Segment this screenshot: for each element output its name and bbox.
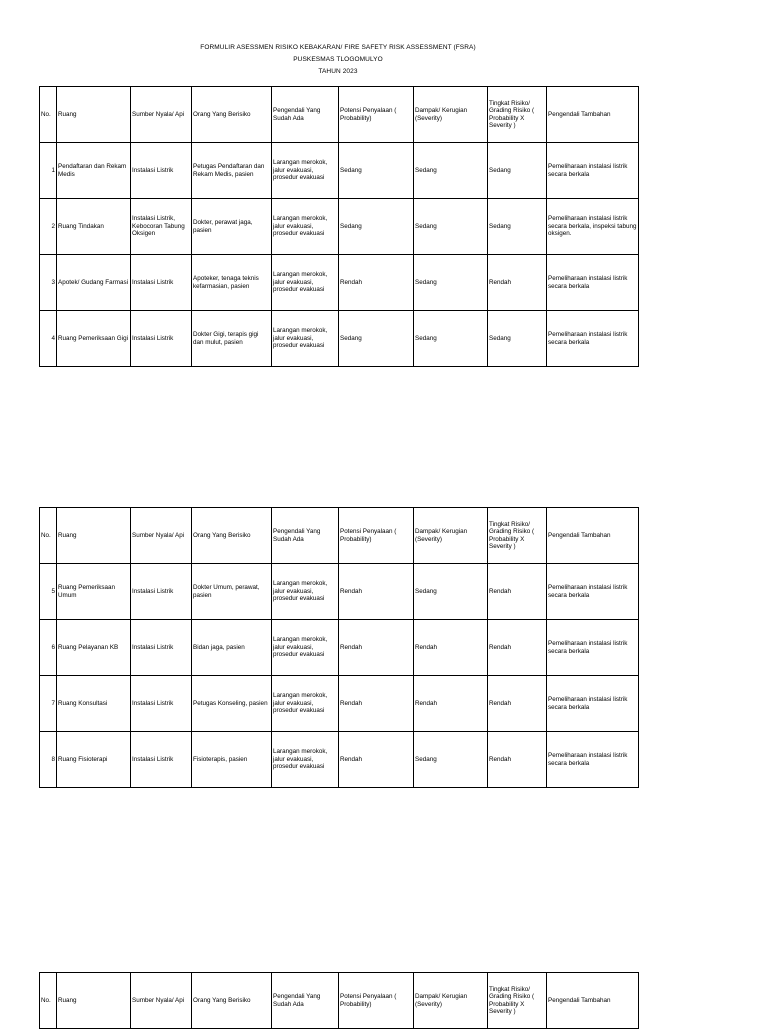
cell-dampak: Rendah (414, 620, 488, 676)
cell-tingkat: Rendah (488, 620, 547, 676)
header-orang: Orang Yang Berisiko (192, 87, 272, 143)
cell-tingkat: Rendah (488, 676, 547, 732)
table-row (40, 676, 639, 732)
cell-sumber: Instalasi Listrik (131, 255, 192, 311)
cell-ruang: Ruang Pemeriksaan Umum (57, 564, 131, 620)
header-pengendali: Pengendali Yang Sudah Ada (272, 508, 339, 564)
header-tambahan: Pengendali Tambahan (547, 973, 639, 1029)
cell-orang: Dokter Gigi, terapis gigi dan mulut, pasien (192, 311, 272, 367)
header-ruang: Ruang (57, 973, 131, 1029)
cell-potensi: Rendah (339, 620, 414, 676)
cell-no: 2 (40, 199, 57, 255)
header-tingkat: Tingkat Risiko/ Grading Risiko ( Probability X Severity ) (488, 87, 547, 143)
cell-tambahan: Pemeliharaan instalasi listrik secara berkala, inspeksi tabung oksigen. (547, 199, 639, 255)
header-ruang: Ruang (57, 508, 131, 564)
cell-tambahan: Pemeliharaan instalasi listrik secara berkala (547, 311, 639, 367)
cell-dampak: Sedang (414, 564, 488, 620)
cell-potensi: Sedang (339, 199, 414, 255)
cell-potensi: Rendah (339, 732, 414, 788)
header-pengendali: Pengendali Yang Sudah Ada (272, 973, 339, 1029)
cell-ruang: Ruang Tindakan (57, 199, 131, 255)
cell-dampak: Sedang (414, 143, 488, 199)
cell-pengendali: Larangan merokok, jalur evakuasi, prosedur evakuasi (272, 620, 339, 676)
cell-dampak: Rendah (414, 676, 488, 732)
cell-dampak: Sedang (414, 732, 488, 788)
cell-pengendali: Larangan merokok, jalur evakuasi, prosedur evakuasi (272, 255, 339, 311)
cell-no: 6 (40, 620, 57, 676)
table-row (40, 311, 639, 367)
cell-pengendali: Larangan merokok, jalur evakuasi, prosedur evakuasi (272, 564, 339, 620)
cell-orang: Fisioterapis, pasien (192, 732, 272, 788)
cell-sumber: Instalasi Listrik (131, 676, 192, 732)
title-line-3: TAHUN 2023 (318, 68, 358, 75)
cell-orang: Dokter, perawat jaga, pasien (192, 199, 272, 255)
cell-ruang: Ruang Fisioterapi (57, 732, 131, 788)
table-row (40, 199, 639, 255)
header-no: No. (40, 87, 57, 143)
title-line-1: FORMULIR ASESSMEN RISIKO KEBAKARAN/ FIRE SAFETY RISK ASSESSMENT (FSRA) (200, 44, 476, 51)
cell-pengendali: Larangan merokok, jalur evakuasi, prosedur evakuasi (272, 676, 339, 732)
cell-tingkat: Rendah (488, 732, 547, 788)
header-sumber: Sumber Nyala/ Api (131, 973, 192, 1029)
table-row (40, 143, 639, 199)
cell-orang: Petugas Konseling, pasien (192, 676, 272, 732)
cell-tingkat: Sedang (488, 311, 547, 367)
cell-pengendali: Larangan merokok, jalur evakuasi, prosedur evakuasi (272, 732, 339, 788)
header-tambahan: Pengendali Tambahan (547, 87, 639, 143)
header-orang: Orang Yang Berisiko (192, 508, 272, 564)
cell-orang: Dokter Umum, perawat, pasien (192, 564, 272, 620)
cell-no: 8 (40, 732, 57, 788)
cell-no: 5 (40, 564, 57, 620)
table-row (40, 620, 639, 676)
header-potensi: Potensi Penyalaan ( Probability) (339, 973, 414, 1029)
header-dampak: Dampak/ Kerugian (Severity) (414, 508, 488, 564)
cell-potensi: Rendah (339, 676, 414, 732)
cell-no: 1 (40, 143, 57, 199)
header-pengendali: Pengendali Yang Sudah Ada (272, 87, 339, 143)
cell-sumber: Instalasi Listrik, Kebocoran Tabung Oksigen (131, 199, 192, 255)
cell-ruang: Apotek/ Gudang Farmasi (57, 255, 131, 311)
header-sumber: Sumber Nyala/ Api (131, 508, 192, 564)
cell-tingkat: Sedang (488, 199, 547, 255)
table-header (40, 973, 639, 1029)
risk-table-3 (39, 972, 639, 1029)
cell-orang: Petugas Pendaftaran dan Rekam Medis, pasien (192, 143, 272, 199)
cell-dampak: Sedang (414, 311, 488, 367)
cell-ruang: Ruang Pelayanan KB (57, 620, 131, 676)
cell-ruang: Ruang Konsultasi (57, 676, 131, 732)
cell-tambahan: Pemeliharaan instalasi listrik secara berkala (547, 676, 639, 732)
cell-sumber: Instalasi Listrik (131, 143, 192, 199)
cell-tambahan: Pemeliharaan instalasi listrik secara berkala (547, 620, 639, 676)
header-ruang: Ruang (57, 87, 131, 143)
header-potensi: Potensi Penyalaan ( Probability) (339, 508, 414, 564)
header-orang: Orang Yang Berisiko (192, 973, 272, 1029)
risk-table-1 (39, 86, 639, 367)
header-dampak: Dampak/ Kerugian (Severity) (414, 87, 488, 143)
cell-no: 7 (40, 676, 57, 732)
cell-ruang: Ruang Pemeriksaan Gigi (57, 311, 131, 367)
header-no: No. (40, 973, 57, 1029)
header-tingkat: Tingkat Risiko/ Grading Risiko ( Probability X Severity ) (488, 508, 547, 564)
cell-potensi: Sedang (339, 143, 414, 199)
cell-tambahan: Pemeliharaan instalasi listrik secara berkala (547, 143, 639, 199)
cell-pengendali: Larangan merokok, jalur evakuasi, prosedur evakuasi (272, 311, 339, 367)
table-row (40, 255, 639, 311)
cell-potensi: Sedang (339, 311, 414, 367)
header-tambahan: Pengendali Tambahan (547, 508, 639, 564)
table-row (40, 564, 639, 620)
cell-pengendali: Larangan merokok, jalur evakuasi, prosedur evakuasi (272, 143, 339, 199)
cell-sumber: Instalasi Listrik (131, 732, 192, 788)
title-line-2: PUSKESMAS TLOGOMULYO (293, 56, 383, 63)
cell-orang: Bidan jaga, pasien (192, 620, 272, 676)
header-no: No. (40, 508, 57, 564)
cell-tingkat: Sedang (488, 143, 547, 199)
table-header (40, 87, 639, 143)
cell-ruang: Pendaftaran dan Rekam Medis (57, 143, 131, 199)
cell-potensi: Rendah (339, 564, 414, 620)
cell-tambahan: Pemeliharaan instalasi listrik secara berkala (547, 255, 639, 311)
document-title (0, 42, 676, 78)
header-tingkat: Tingkat Risiko/ Grading Risiko ( Probability X Severity ) (488, 973, 547, 1029)
cell-tingkat: Rendah (488, 255, 547, 311)
cell-sumber: Instalasi Listrik (131, 620, 192, 676)
cell-tambahan: Pemeliharaan instalasi listrik secara berkala (547, 564, 639, 620)
cell-dampak: Sedang (414, 255, 488, 311)
cell-sumber: Instalasi Listrik (131, 564, 192, 620)
header-dampak: Dampak/ Kerugian (Severity) (414, 973, 488, 1029)
cell-tambahan: Pemeliharaan instalasi listrik secara berkala (547, 732, 639, 788)
cell-dampak: Sedang (414, 199, 488, 255)
cell-pengendali: Larangan merokok, jalur evakuasi, prosedur evakuasi (272, 199, 339, 255)
cell-potensi: Rendah (339, 255, 414, 311)
header-potensi: Potensi Penyalaan ( Probability) (339, 87, 414, 143)
cell-orang: Apoteker, tenaga teknis kefarmasian, pasien (192, 255, 272, 311)
table-row (40, 732, 639, 788)
cell-tingkat: Rendah (488, 564, 547, 620)
risk-table-2 (39, 507, 639, 788)
table-header (40, 508, 639, 564)
cell-no: 4 (40, 311, 57, 367)
header-sumber: Sumber Nyala/ Api (131, 87, 192, 143)
cell-no: 3 (40, 255, 57, 311)
cell-sumber: Instalasi Listrik (131, 311, 192, 367)
